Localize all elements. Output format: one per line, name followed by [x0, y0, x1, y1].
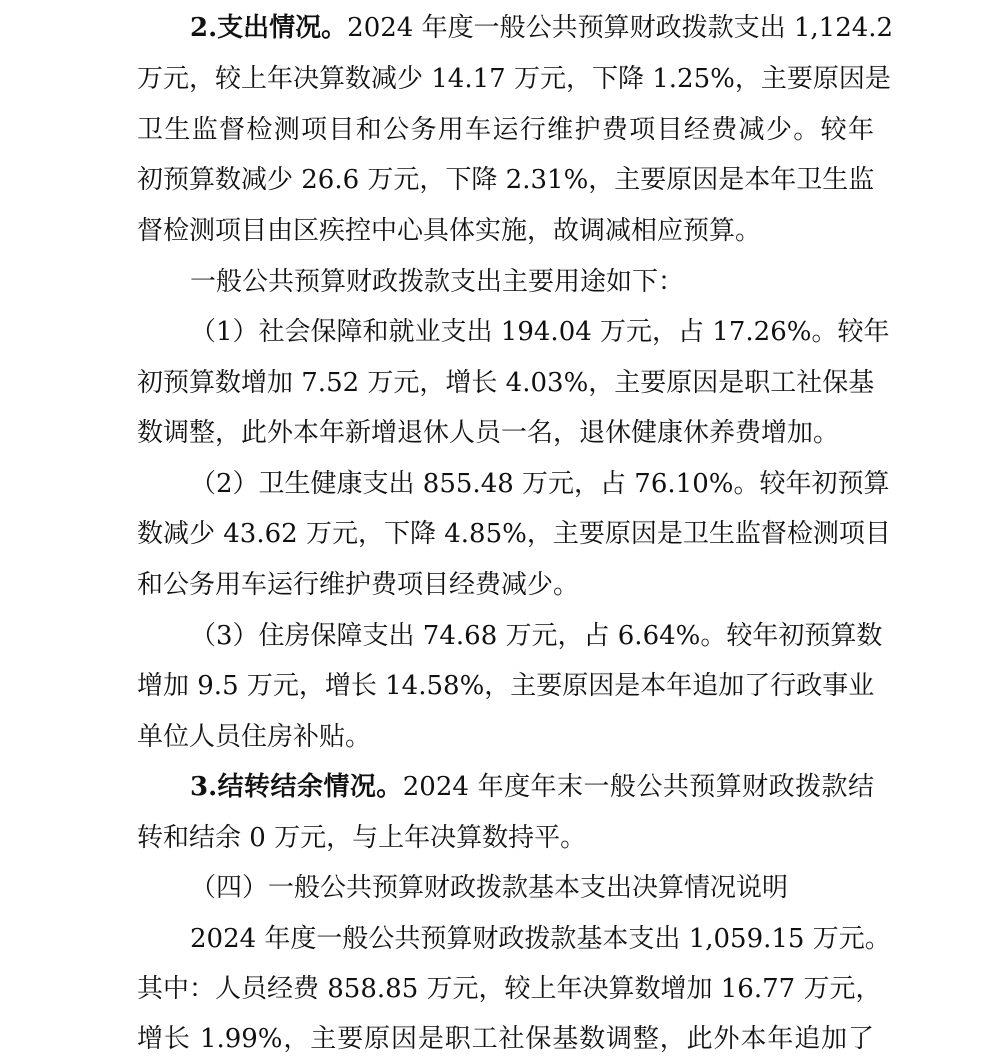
line-text: （3）住房保障支出 74.68 万元，占 6.64%。较年初预算数	[190, 621, 883, 651]
text-line	[137, 112, 874, 148]
text-line	[190, 769, 874, 805]
text-line	[137, 1021, 874, 1057]
text-line	[137, 61, 891, 97]
line-text: （1）社会保障和就业支出 194.04 万元，占 17.26%。较年	[190, 317, 890, 347]
text-line	[137, 162, 874, 198]
line-text: 一般公共预算财政拨款支出主要用途如下：	[190, 267, 685, 297]
line-text: 2024 年度一般公共预算财政拨款支出 1,124.2	[347, 13, 894, 43]
text-line	[190, 618, 883, 654]
text-line	[137, 365, 874, 401]
text-line	[137, 567, 874, 603]
line-text: 增长 1.99%，主要原因是职工社保基数调整，此外本年追加了	[137, 1024, 874, 1054]
text-line	[190, 921, 891, 957]
line-text: 初预算数减少 26.6 万元，下降 2.31%，主要原因是本年卫生监	[137, 165, 875, 195]
section-heading: 2.支出情况。	[190, 13, 348, 43]
section-heading: 3.结转结余情况。	[190, 772, 403, 802]
line-text: （四）一般公共预算财政拨款基本支出决算情况说明	[190, 873, 789, 903]
line-text: 督检测项目由区疾控中心具体实施，故调减相应预算。	[137, 216, 762, 246]
line-text: 转和结余 0 万元，与上年决算数持平。	[137, 823, 587, 853]
line-text: 初预算数增加 7.52 万元，增长 4.03%，主要原因是职工社保基	[137, 368, 875, 398]
text-line	[137, 516, 891, 552]
text-line	[137, 668, 874, 704]
line-text: 和公务用车运行维护费项目经费减少。	[137, 570, 580, 600]
text-line	[137, 213, 874, 249]
text-line	[190, 314, 890, 350]
text-line	[137, 719, 874, 755]
line-text: 万元，较上年决算数减少 14.17 万元，下降 1.25%，主要原因是	[137, 64, 891, 94]
text-line	[190, 466, 890, 502]
line-text: 2024 年度一般公共预算财政拨款基本支出 1,059.15 万元。	[190, 924, 891, 954]
line-text: 单位人员住房补贴。	[137, 722, 372, 752]
text-line	[190, 10, 894, 46]
line-text: 数减少 43.62 万元，下降 4.85%，主要原因是卫生监督检测项目	[137, 519, 891, 549]
line-text: 增加 9.5 万元，增长 14.58%，主要原因是本年追加了行政事业	[137, 671, 875, 701]
line-text: 卫生监督检测项目和公务用车运行维护费项目经费减少。较年	[137, 115, 874, 145]
line-text: （2）卫生健康支出 855.48 万元，占 76.10%。较年初预算	[190, 469, 890, 499]
text-line	[137, 971, 882, 1007]
line-text: 数调整，此外本年新增退休人员一名，退休健康休养费增加。	[137, 418, 840, 448]
text-line	[137, 820, 874, 856]
text-line	[137, 415, 874, 451]
text-line	[190, 264, 874, 300]
line-text: 2024 年度年末一般公共预算财政拨款结	[402, 772, 874, 802]
line-text: 其中：人员经费 858.85 万元，较上年决算数增加 16.77 万元，	[137, 974, 882, 1004]
subsection-heading	[190, 870, 874, 906]
